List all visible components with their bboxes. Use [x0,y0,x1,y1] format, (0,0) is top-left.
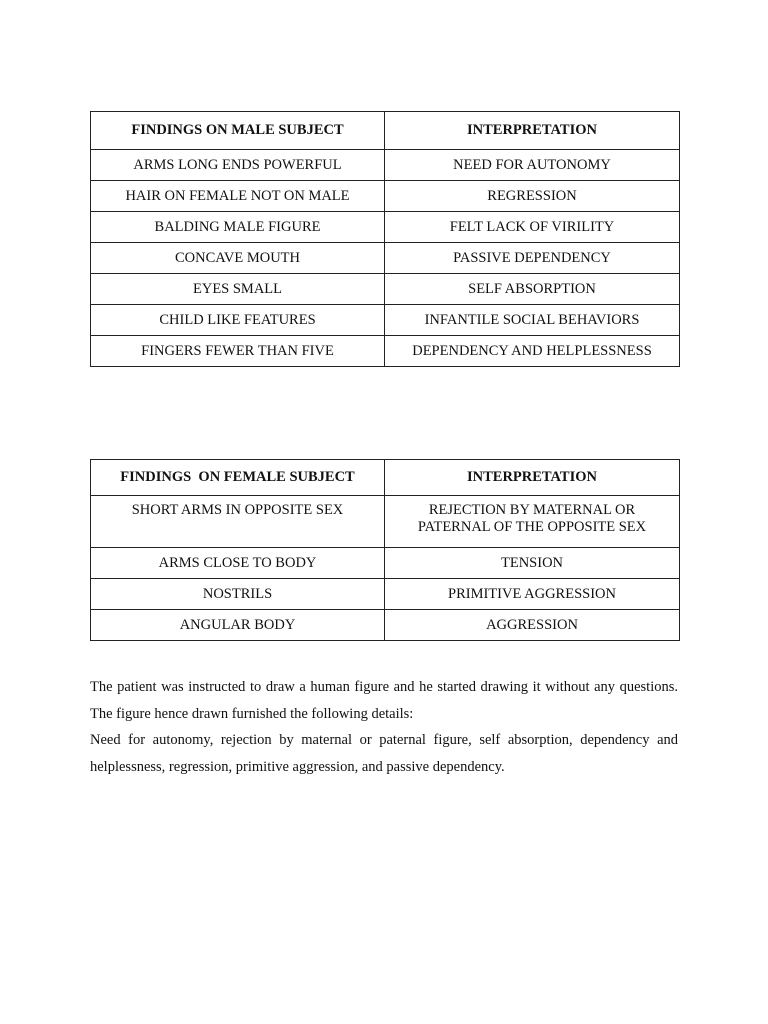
table-row [91,548,680,579]
table-header-row [91,460,680,496]
finding-cell: FINGERS FEWER THAN FIVE [91,336,385,367]
interpretation-cell: REGRESSION [385,181,680,212]
table-row [91,610,680,641]
finding-cell: SHORT ARMS IN OPPOSITE SEX [91,496,385,548]
interpretation-cell: TENSION [385,548,680,579]
finding-cell: ARMS CLOSE TO BODY [91,548,385,579]
summary-paragraph [90,674,678,780]
table-row [91,579,680,610]
female-findings-table [90,459,680,641]
column-header-findings: FINDINGS ON MALE SUBJECT [91,112,385,150]
finding-cell: HAIR ON FEMALE NOT ON MALE [91,181,385,212]
interpretation-cell: DEPENDENCY AND HELPLESSNESS [385,336,680,367]
table-header-row [91,112,680,150]
table-row [91,336,680,367]
finding-cell: EYES SMALL [91,274,385,305]
interpretation-cell: AGGRESSION [385,610,680,641]
table-row [91,212,680,243]
summary-sentence-1: The patient was instructed to draw a human figure and he started drawing it without any questions. The figure hence drawn furnished the following details: [90,679,678,722]
column-header-findings: FINDINGS ON FEMALE SUBJECT [91,460,385,496]
finding-cell: BALDING MALE FIGURE [91,212,385,243]
table-row [91,496,680,548]
finding-cell: ANGULAR BODY [91,610,385,641]
column-header-interpretation: INTERPRETATION [385,460,680,496]
table-row [91,181,680,212]
interpretation-cell: REJECTION BY MATERNAL OR PATERNAL OF THE OPPOSITE SEX [385,496,680,548]
finding-cell: CHILD LIKE FEATURES [91,305,385,336]
interpretation-cell: PASSIVE DEPENDENCY [385,243,680,274]
interpretation-cell: INFANTILE SOCIAL BEHAVIORS [385,305,680,336]
table-row [91,305,680,336]
interpretation-cell: NEED FOR AUTONOMY [385,150,680,181]
table-row [91,243,680,274]
interpretation-cell: SELF ABSORPTION [385,274,680,305]
table-row [91,150,680,181]
summary-sentence-2: Need for autonomy, rejection by maternal or paternal figure, self absorption, dependency and helplessness, regression, primitive aggression, and passive dependency. [90,732,678,775]
finding-cell: NOSTRILS [91,579,385,610]
column-header-interpretation: INTERPRETATION [385,112,680,150]
interpretation-cell: FELT LACK OF VIRILITY [385,212,680,243]
interpretation-cell: PRIMITIVE AGGRESSION [385,579,680,610]
finding-cell: CONCAVE MOUTH [91,243,385,274]
finding-cell: ARMS LONG ENDS POWERFUL [91,150,385,181]
table-row [91,274,680,305]
male-findings-table [90,111,680,367]
